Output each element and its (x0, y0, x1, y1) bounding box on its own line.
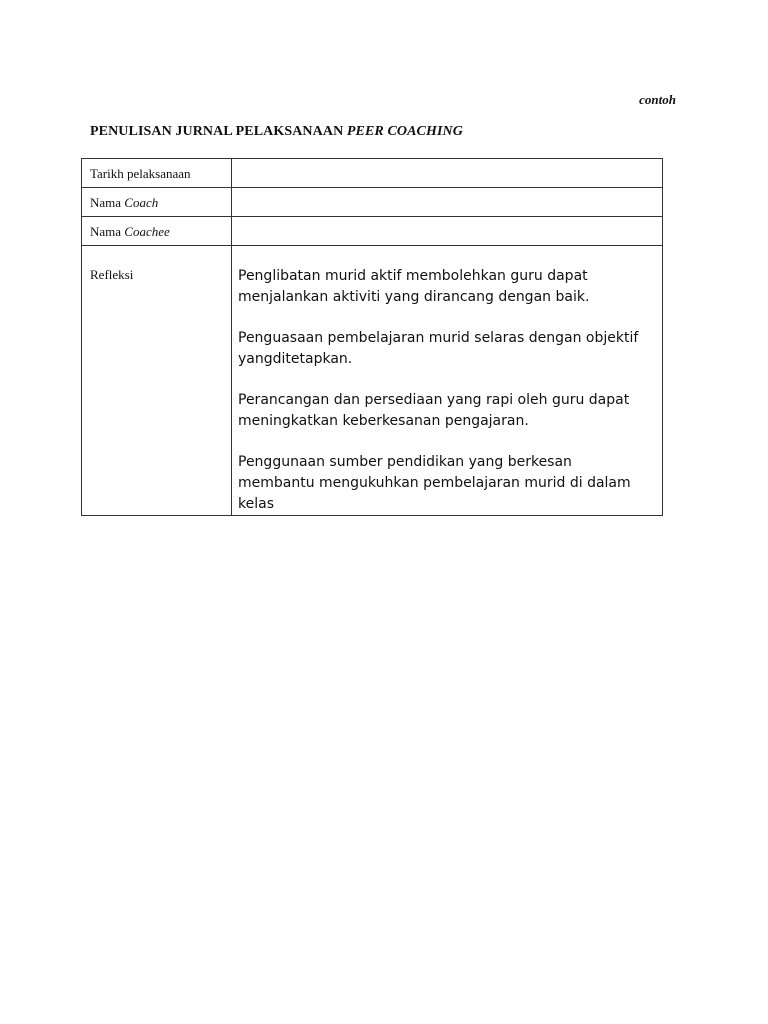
row-label-italic: Coachee (124, 224, 170, 239)
document-title (90, 124, 463, 140)
row-label-date (82, 159, 232, 188)
row-value-coachee (232, 217, 663, 246)
reflection-paragraph: Perancangan dan persediaan yang rapi oleh guru dapat meningkatkan keberkesanan pengajaran. (238, 392, 630, 429)
table-row (82, 217, 663, 246)
row-label-coach (82, 188, 232, 217)
row-label-text: Tarikh pelaksanaan (90, 166, 191, 181)
row-label-text: Nama (90, 195, 122, 210)
title-plain: PENULISAN JURNAL PELAKSANAAN (90, 124, 344, 139)
reflection-label: Refleksi (82, 246, 232, 516)
title-italic: PEER COACHING (346, 124, 463, 139)
table-row (82, 188, 663, 217)
row-value-date (232, 159, 663, 188)
sample-tag: contoh (639, 92, 676, 107)
journal-table (81, 158, 663, 516)
reflection-paragraph: Penggunaan sumber pendidikan yang berkesan membantu mengukuhkan pembelajaran murid di dalam kelas (238, 454, 631, 512)
table-row (82, 159, 663, 188)
table-row-reflection (82, 246, 663, 516)
reflection-content (232, 246, 663, 516)
row-label-coachee (82, 217, 232, 246)
row-value-coach (232, 188, 663, 217)
row-label-text: Nama (90, 224, 122, 239)
reflection-paragraphs (232, 246, 662, 515)
reflection-paragraph: Penguasaan pembelajaran murid selaras dengan objektif yangditetapkan. (238, 330, 639, 367)
row-label-italic: Coach (124, 195, 159, 210)
reflection-paragraph: Penglibatan murid aktif membolehkan guru dapat menjalankan aktiviti yang dirancang dengan baik. (238, 268, 590, 305)
